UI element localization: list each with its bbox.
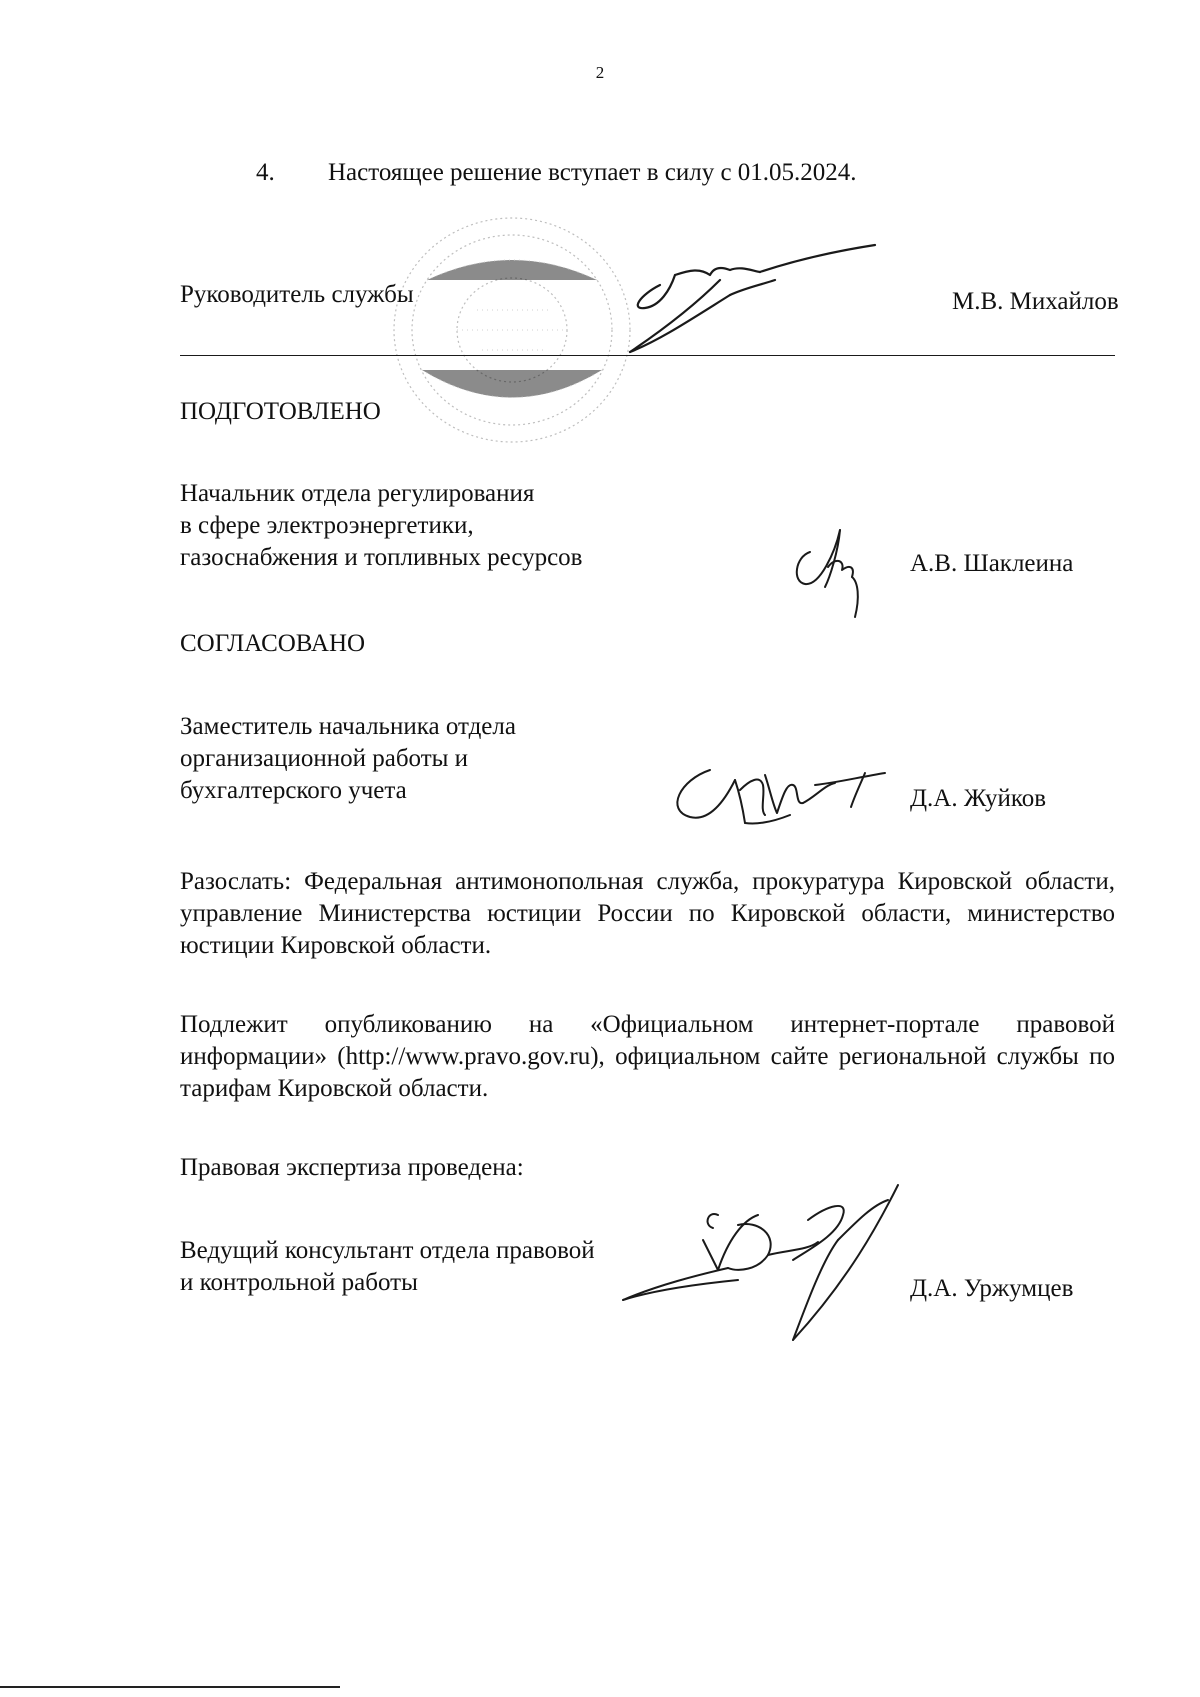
agreed-position-line-2: организационной работы и <box>180 745 469 772</box>
legal-review-name: Д.А. Уржумцев <box>910 1275 1074 1302</box>
agreed-name: Д.А. Жуйков <box>910 785 1047 812</box>
prepared-signature <box>790 522 880 622</box>
distribution-text: Разослать: Федеральная антимонопольная служба, прокуратура Кировской области, управление Министерства юстиции России по Кировской области, министерство юстиции Кировской области. <box>180 868 1115 959</box>
agreed-position-line-3: бухгалтерского учета <box>180 777 407 804</box>
publication-text: Подлежит опубликованию на «Официальном интернет-портале правовой информации» (http://www.pravo.gov.ru), официальном сайте региональной службы по тарифам Кировской области. <box>180 1011 1115 1102</box>
prepared-heading: ПОДГОТОВЛЕНО <box>180 398 381 425</box>
legal-review-position-line-1: Ведущий консультант отдела правовой <box>180 1237 595 1264</box>
legal-review-heading: Правовая экспертиза проведена: <box>180 1154 524 1181</box>
head-name: М.В. Михайлов <box>952 288 1119 315</box>
item-text: Настоящее решение вступает в силу с 01.05.2024. <box>328 159 857 186</box>
prepared-position-line-3: газоснабжения и топливных ресурсов <box>180 544 583 571</box>
page-number: 2 <box>595 63 605 82</box>
signature-divider <box>180 355 1115 356</box>
head-signature <box>600 240 890 360</box>
prepared-position-line-1: Начальник отдела регулирования <box>180 480 535 507</box>
bottom-rule <box>0 1686 340 1688</box>
item-number: 4. <box>256 159 275 186</box>
agreed-heading: СОГЛАСОВАНО <box>180 630 366 657</box>
agreed-signature <box>665 755 895 835</box>
head-position: Руководитель службы <box>180 281 414 308</box>
legal-review-position-line-2: и контрольной работы <box>180 1269 418 1296</box>
agreed-position-line-1: Заместитель начальника отдела <box>180 713 516 740</box>
prepared-name: А.В. Шаклеина <box>910 550 1074 577</box>
prepared-position-line-2: в сфере электроэнергетики, <box>180 512 474 539</box>
legal-review-signature <box>608 1180 938 1350</box>
